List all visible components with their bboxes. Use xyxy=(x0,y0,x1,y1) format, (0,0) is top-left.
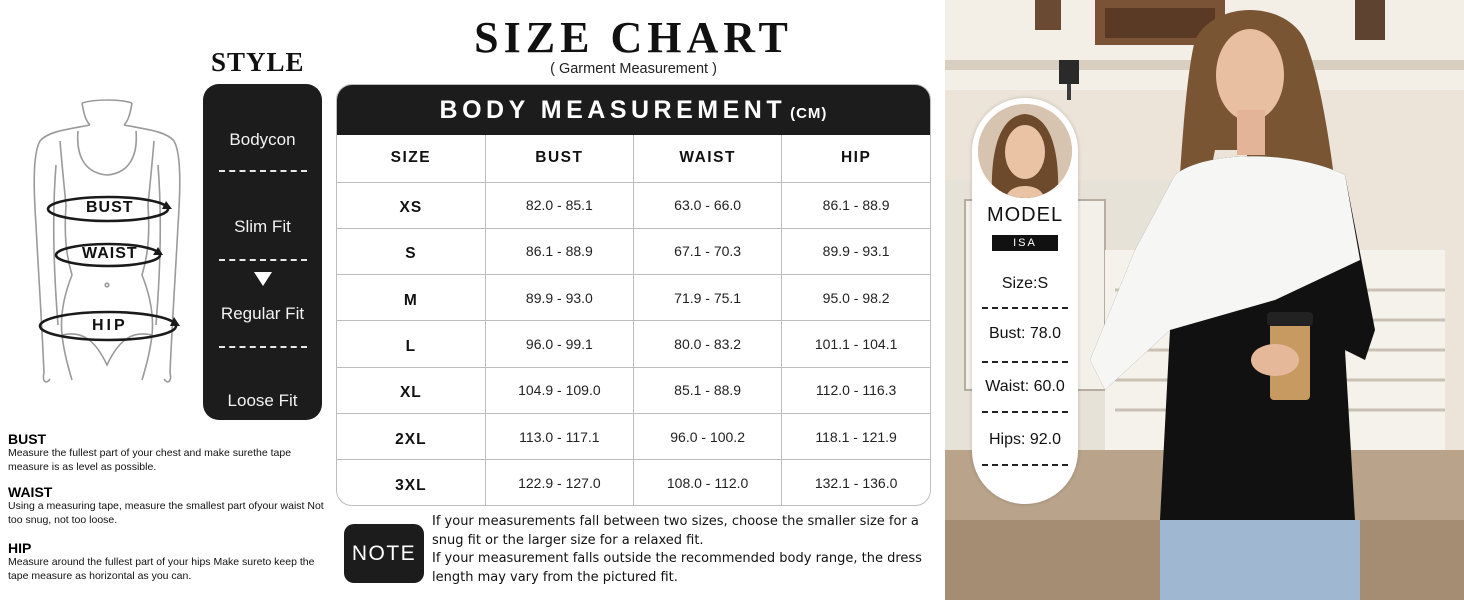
size-cell: XL xyxy=(337,367,485,413)
table-row xyxy=(337,413,930,459)
waist-cell: 63.0 - 66.0 xyxy=(634,182,782,228)
hip-cell: 95.0 - 98.2 xyxy=(782,275,930,321)
waist-cell: 67.1 - 70.3 xyxy=(634,228,782,274)
model-avatar xyxy=(978,104,1072,198)
table-header-row xyxy=(337,135,930,182)
bust-description xyxy=(8,431,328,474)
waist-cell: 80.0 - 83.2 xyxy=(634,321,782,367)
hip-description xyxy=(8,540,328,583)
note-badge: NOTE xyxy=(344,524,424,583)
size-cell: 3XL xyxy=(337,460,485,506)
bust-description-title: BUST xyxy=(8,431,47,447)
table-heading xyxy=(337,85,930,135)
model-bust: Bust: 78.0 xyxy=(988,325,1062,342)
bust-description-text: Measure the fullest part of your chest and make surethe tape measure is as level as possible. xyxy=(8,447,292,473)
selected-style-arrow-icon xyxy=(254,272,272,286)
page-title: SIZE CHART xyxy=(474,13,793,62)
hip-cell: 112.0 - 116.3 xyxy=(782,367,930,413)
style-panel xyxy=(203,84,322,420)
style-title: STYLE xyxy=(211,47,305,77)
style-item-loose-fit: Loose Fit xyxy=(227,391,298,410)
bust-band-label: BUST xyxy=(86,199,134,216)
column-header-bust: BUST xyxy=(485,135,633,182)
bust-cell: 122.9 - 127.0 xyxy=(485,460,633,506)
model-divider xyxy=(982,464,1068,466)
note-text xyxy=(432,513,942,587)
model-portrait-icon xyxy=(978,104,1072,198)
size-cell: 2XL xyxy=(337,413,485,459)
waist-band-label: WAIST xyxy=(82,245,138,262)
style-item-bodycon: Bodycon xyxy=(229,130,296,149)
hip-cell: 89.9 - 93.1 xyxy=(782,228,930,274)
style-divider xyxy=(219,170,307,172)
model-info-card xyxy=(972,98,1078,504)
bust-cell: 96.0 - 99.1 xyxy=(485,321,633,367)
size-cell: XS xyxy=(337,182,485,228)
model-hips: Hips: 92.0 xyxy=(988,431,1062,448)
table-heading-unit: (CM) xyxy=(790,104,828,122)
table-row xyxy=(337,228,930,274)
hip-cell: 101.1 - 104.1 xyxy=(782,321,930,367)
bust-cell: 104.9 - 109.0 xyxy=(485,367,633,413)
waist-cell: 71.9 - 75.1 xyxy=(634,275,782,321)
column-header-size: SIZE xyxy=(337,135,485,182)
table-row xyxy=(337,182,930,228)
hip-cell: 132.1 - 136.0 xyxy=(814,475,898,492)
bust-cell: 89.9 - 93.0 xyxy=(485,275,633,321)
waist-description-text: Using a measuring tape, measure the smallest part ofyour waist Not too snug, not too loose. xyxy=(8,500,324,526)
body-figure-illustration xyxy=(20,95,200,385)
model-waist: Waist: 60.0 xyxy=(985,378,1065,395)
model-divider xyxy=(982,411,1068,413)
hip-description-title: HIP xyxy=(8,540,32,556)
table-heading-text: BODY MEASUREMENT xyxy=(439,95,787,124)
table-row xyxy=(337,367,930,413)
waist-cell: 85.1 - 88.9 xyxy=(634,367,782,413)
size-cell: L xyxy=(337,321,485,367)
hip-band-label: HIP xyxy=(92,317,128,334)
size-cell: M xyxy=(337,275,485,321)
column-header-waist: WAIST xyxy=(634,135,782,182)
measurement-grid xyxy=(337,135,930,506)
waist-cell: 108.0 - 112.0 xyxy=(634,460,782,506)
table-row xyxy=(337,275,930,321)
bust-cell: 82.0 - 85.1 xyxy=(485,182,633,228)
table-row xyxy=(337,321,930,367)
table-row xyxy=(337,460,930,506)
hip-cell: 86.1 - 88.9 xyxy=(782,182,930,228)
waist-description-title: WAIST xyxy=(8,484,53,500)
style-item-regular-fit: Regular Fit xyxy=(220,304,305,323)
waist-cell: 96.0 - 100.2 xyxy=(634,413,782,459)
note-line: If your measurements fall between two sizes, choose the smaller size for a snug fit or the larger size for a relaxed fit. xyxy=(432,514,919,548)
bust-cell: 113.0 - 117.1 xyxy=(485,413,633,459)
page-subtitle: ( Garment Measurement ) xyxy=(550,61,717,77)
model-name-badge: ISA xyxy=(992,235,1058,251)
model-label: MODEL xyxy=(986,204,1064,226)
body-outline-icon xyxy=(20,95,200,385)
column-header-hip: HIP xyxy=(782,135,930,182)
waist-description xyxy=(8,484,328,527)
model-divider xyxy=(982,307,1068,309)
bust-cell: 86.1 - 88.9 xyxy=(485,228,633,274)
model-divider xyxy=(982,361,1068,363)
size-table xyxy=(336,84,931,506)
style-divider xyxy=(219,346,307,348)
style-item-slim-fit: Slim Fit xyxy=(234,217,291,236)
note-line: If your measurement falls outside the recommended body range, the dress length may vary from the pictured fit. xyxy=(432,551,922,585)
hip-description-text: Measure around the fullest part of your hips Make sureto keep the tape measure as horizontal as you can. xyxy=(8,556,315,582)
style-divider xyxy=(219,259,307,261)
size-cell: S xyxy=(337,228,485,274)
hip-cell: 118.1 - 121.9 xyxy=(782,413,930,459)
model-size: Size:S xyxy=(1001,275,1049,292)
